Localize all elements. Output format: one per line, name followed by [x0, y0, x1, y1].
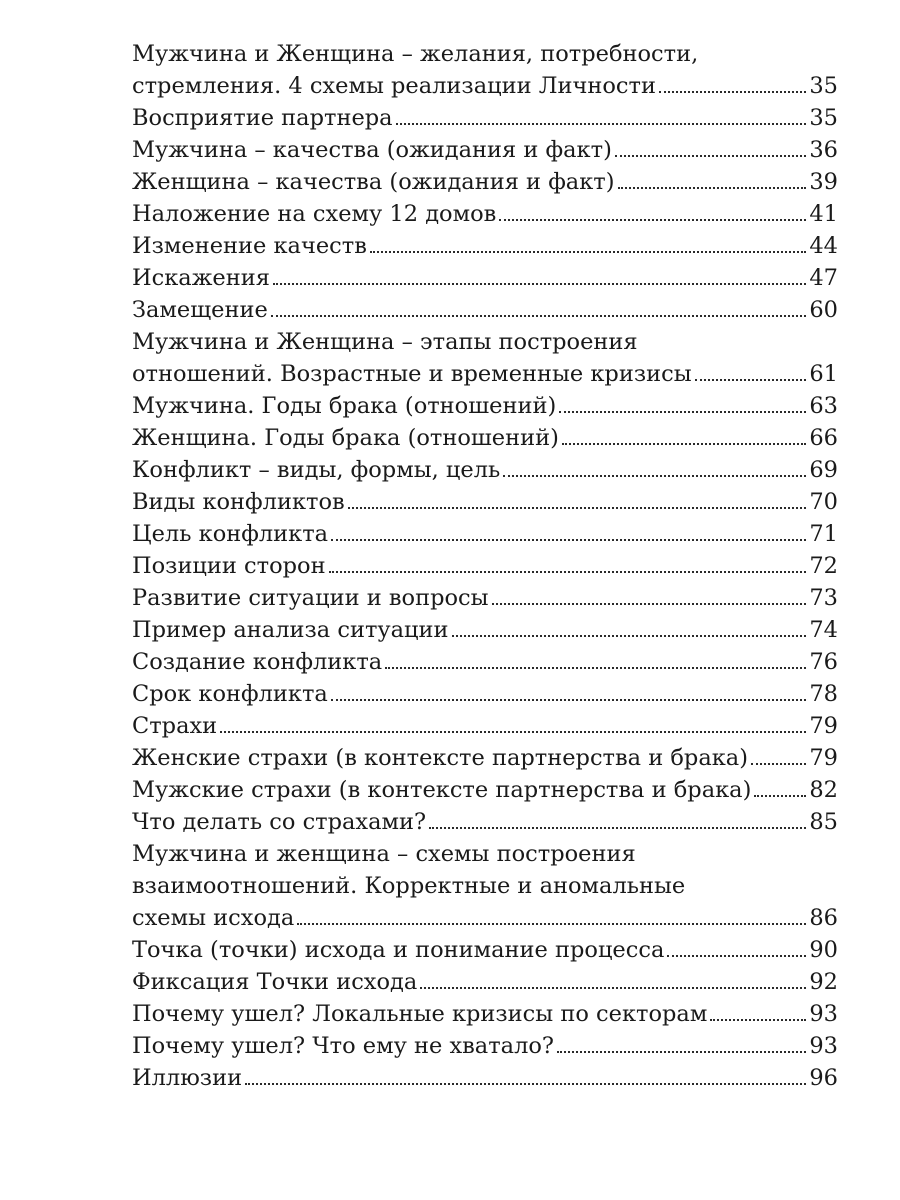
- toc-entry-title: Женщина – качества (ожидания и факт): [132, 169, 615, 195]
- toc-entry: [132, 550, 838, 582]
- toc-entry: [132, 294, 838, 326]
- toc-entry-title: Создание конфликта: [132, 649, 383, 675]
- toc-entry-row: [132, 902, 838, 934]
- toc-page-number: 73: [809, 585, 838, 611]
- toc-page-number: 82: [809, 777, 838, 803]
- toc-entry: [132, 1062, 838, 1094]
- toc-page-number: 93: [809, 1033, 838, 1059]
- toc-entry-title: Наложение на схему 12 домов: [132, 201, 497, 227]
- toc-entry: [132, 838, 838, 934]
- dot-leader: [329, 571, 807, 573]
- dot-leader: [562, 443, 806, 445]
- dot-leader: [499, 219, 806, 221]
- toc-entry-title: Женские страхи (в контексте партнерства и брака): [132, 745, 748, 771]
- toc-page-number: 96: [809, 1065, 838, 1091]
- toc-page-number: 39: [809, 169, 838, 195]
- toc-entry-row: [132, 358, 838, 390]
- toc-entry: [132, 326, 838, 390]
- toc-entry-title: Почему ушел? Локальные кризисы по секторам: [132, 1001, 708, 1027]
- toc-entry-row: [132, 134, 838, 166]
- dot-leader: [420, 987, 806, 989]
- toc-entry-title: Замещение: [132, 297, 268, 323]
- toc-entry: [132, 486, 838, 518]
- toc-entry: [132, 774, 838, 806]
- toc-page-number: 35: [809, 105, 838, 131]
- toc-entry-row: [132, 646, 838, 678]
- toc-page-number: 79: [809, 745, 838, 771]
- toc-page-number: 70: [809, 489, 838, 515]
- toc-entry: [132, 582, 838, 614]
- toc-page-number: 35: [809, 73, 838, 99]
- toc-entry-title: Искажения: [132, 265, 270, 291]
- toc-entry: [132, 134, 838, 166]
- toc-entry-title-line: взаимоотношений. Корректные и аномальные: [132, 873, 686, 899]
- toc-entry-row: [132, 294, 838, 326]
- toc-page-number: 92: [809, 969, 838, 995]
- toc-entry-row: [132, 422, 838, 454]
- toc-page-number: 85: [809, 809, 838, 835]
- dot-leader: [331, 699, 807, 701]
- toc-page-number: 71: [809, 521, 838, 547]
- toc-entry-row: [132, 166, 838, 198]
- dot-leader: [492, 603, 807, 605]
- toc-page-number: 66: [809, 425, 838, 451]
- toc-entry: [132, 806, 838, 838]
- toc-entry-row: [132, 934, 838, 966]
- toc-page-number: 61: [809, 361, 838, 387]
- dot-leader: [452, 635, 807, 637]
- toc-entry-title: Позиции сторон: [132, 553, 326, 579]
- toc-entry-row: [132, 70, 838, 102]
- toc-entry-row: [132, 102, 838, 134]
- toc-entry: [132, 678, 838, 710]
- toc-entry-title: Точка (точки) исхода и понимание процесса: [132, 937, 665, 963]
- toc-entry: [132, 262, 838, 294]
- toc-entry-row: [132, 806, 838, 838]
- toc-entry-title-line: Мужчина и Женщина – этапы построения: [132, 329, 638, 355]
- toc-page-number: 93: [809, 1001, 838, 1027]
- dot-leader: [615, 155, 807, 157]
- toc-entry-title: Цель конфликта: [132, 521, 329, 547]
- dot-leader: [618, 187, 807, 189]
- toc-entry: [132, 422, 838, 454]
- dot-leader: [710, 1019, 806, 1021]
- toc-entry-row: [132, 518, 838, 550]
- toc-page-number: 63: [809, 393, 838, 419]
- toc-entry-row: [132, 710, 838, 742]
- toc-entry-title: Восприятие партнера: [132, 105, 393, 131]
- toc-entry-title: Что делать со страхами?: [132, 809, 427, 835]
- toc-page-number: 41: [809, 201, 838, 227]
- table-of-contents: [132, 38, 838, 1094]
- toc-entry: [132, 614, 838, 646]
- toc-entry-title: Развитие ситуации и вопросы: [132, 585, 489, 611]
- toc-entry-title: Мужчина. Годы брака (отношений): [132, 393, 557, 419]
- toc-entry-row: [132, 262, 838, 294]
- toc-entry: [132, 966, 838, 998]
- toc-entry: [132, 998, 838, 1030]
- toc-entry: [132, 934, 838, 966]
- toc-entry: [132, 166, 838, 198]
- toc-page-number: 86: [809, 905, 838, 931]
- toc-entry-row: [132, 486, 838, 518]
- dot-leader: [271, 315, 807, 317]
- toc-entry-title: Виды конфликтов: [132, 489, 345, 515]
- toc-entry-title: схемы исхода: [132, 905, 295, 931]
- dot-leader: [503, 475, 806, 477]
- toc-entry-title: Иллюзии: [132, 1065, 243, 1091]
- toc-entry-title: отношений. Возрастные и временные кризисы: [132, 361, 692, 387]
- toc-entry-row: [132, 198, 838, 230]
- toc-page-number: 47: [809, 265, 838, 291]
- toc-entry-row: [132, 1062, 838, 1094]
- toc-entry-title: Конфликт – виды, формы, цель: [132, 457, 501, 483]
- dot-leader: [659, 91, 806, 93]
- toc-page-number: 78: [809, 681, 838, 707]
- toc-entry: [132, 390, 838, 422]
- toc-page-number: 36: [809, 137, 838, 163]
- toc-entry-row: [132, 678, 838, 710]
- dot-leader: [297, 923, 806, 925]
- toc-page-number: 72: [809, 553, 838, 579]
- toc-entry: [132, 198, 838, 230]
- toc-entry-row: [132, 454, 838, 486]
- dot-leader: [370, 251, 806, 253]
- toc-entry: [132, 1030, 838, 1062]
- toc-entry: [132, 454, 838, 486]
- dot-leader: [559, 411, 806, 413]
- toc-entry-title: Пример анализа ситуации: [132, 617, 449, 643]
- dot-leader: [396, 123, 807, 125]
- toc-page-number: 74: [809, 617, 838, 643]
- dot-leader: [331, 539, 806, 541]
- toc-entry-title: Мужские страхи (в контексте партнерства и брака): [132, 777, 752, 803]
- dot-leader: [754, 795, 806, 797]
- toc-entry: [132, 102, 838, 134]
- dot-leader: [429, 827, 806, 829]
- toc-entry: [132, 230, 838, 262]
- toc-entry-row: [132, 582, 838, 614]
- dot-leader: [273, 283, 806, 285]
- toc-entry: [132, 710, 838, 742]
- toc-entry: [132, 518, 838, 550]
- toc-page-number: 79: [809, 713, 838, 739]
- toc-entry-title-line: Мужчина и Женщина – желания, потребности,: [132, 41, 699, 67]
- toc-entry-row: [132, 614, 838, 646]
- toc-page-number: 44: [809, 233, 838, 259]
- dot-leader: [385, 667, 806, 669]
- toc-entry: [132, 646, 838, 678]
- dot-leader: [667, 955, 806, 957]
- toc-entry-row: [132, 774, 838, 806]
- toc-entry-title-line: Мужчина и женщина – схемы построения: [132, 841, 636, 867]
- toc-entry-title: Изменение качеств: [132, 233, 367, 259]
- toc-entry-title: стремления. 4 схемы реализации Личности: [132, 73, 656, 99]
- toc-page-number: 90: [809, 937, 838, 963]
- toc-page-number: 76: [809, 649, 838, 675]
- toc-entry-title: Срок конфликта: [132, 681, 328, 707]
- dot-leader: [695, 379, 807, 381]
- dot-leader: [245, 1083, 806, 1085]
- dot-leader: [348, 507, 807, 509]
- toc-entry-row: [132, 998, 838, 1030]
- dot-leader: [220, 731, 806, 733]
- toc-entry-title: Почему ушел? Что ему не хватало?: [132, 1033, 554, 1059]
- toc-entry-title: Страхи: [132, 713, 218, 739]
- toc-entry-row: [132, 742, 838, 774]
- toc-entry-title: Фиксация Точки исхода: [132, 969, 418, 995]
- dot-leader: [557, 1051, 806, 1053]
- toc-entry-row: [132, 550, 838, 582]
- toc-entry-row: [132, 230, 838, 262]
- toc-entry-title: Мужчина – качества (ожидания и факт): [132, 137, 612, 163]
- dot-leader: [751, 763, 806, 765]
- toc-entry-row: [132, 1030, 838, 1062]
- toc-entry-title: Женщина. Годы брака (отношений): [132, 425, 559, 451]
- toc-entry-row: [132, 966, 838, 998]
- toc-page-number: 69: [809, 457, 838, 483]
- toc-page-number: 60: [809, 297, 838, 323]
- toc-entry: [132, 38, 838, 102]
- toc-entry-row: [132, 390, 838, 422]
- toc-entry: [132, 742, 838, 774]
